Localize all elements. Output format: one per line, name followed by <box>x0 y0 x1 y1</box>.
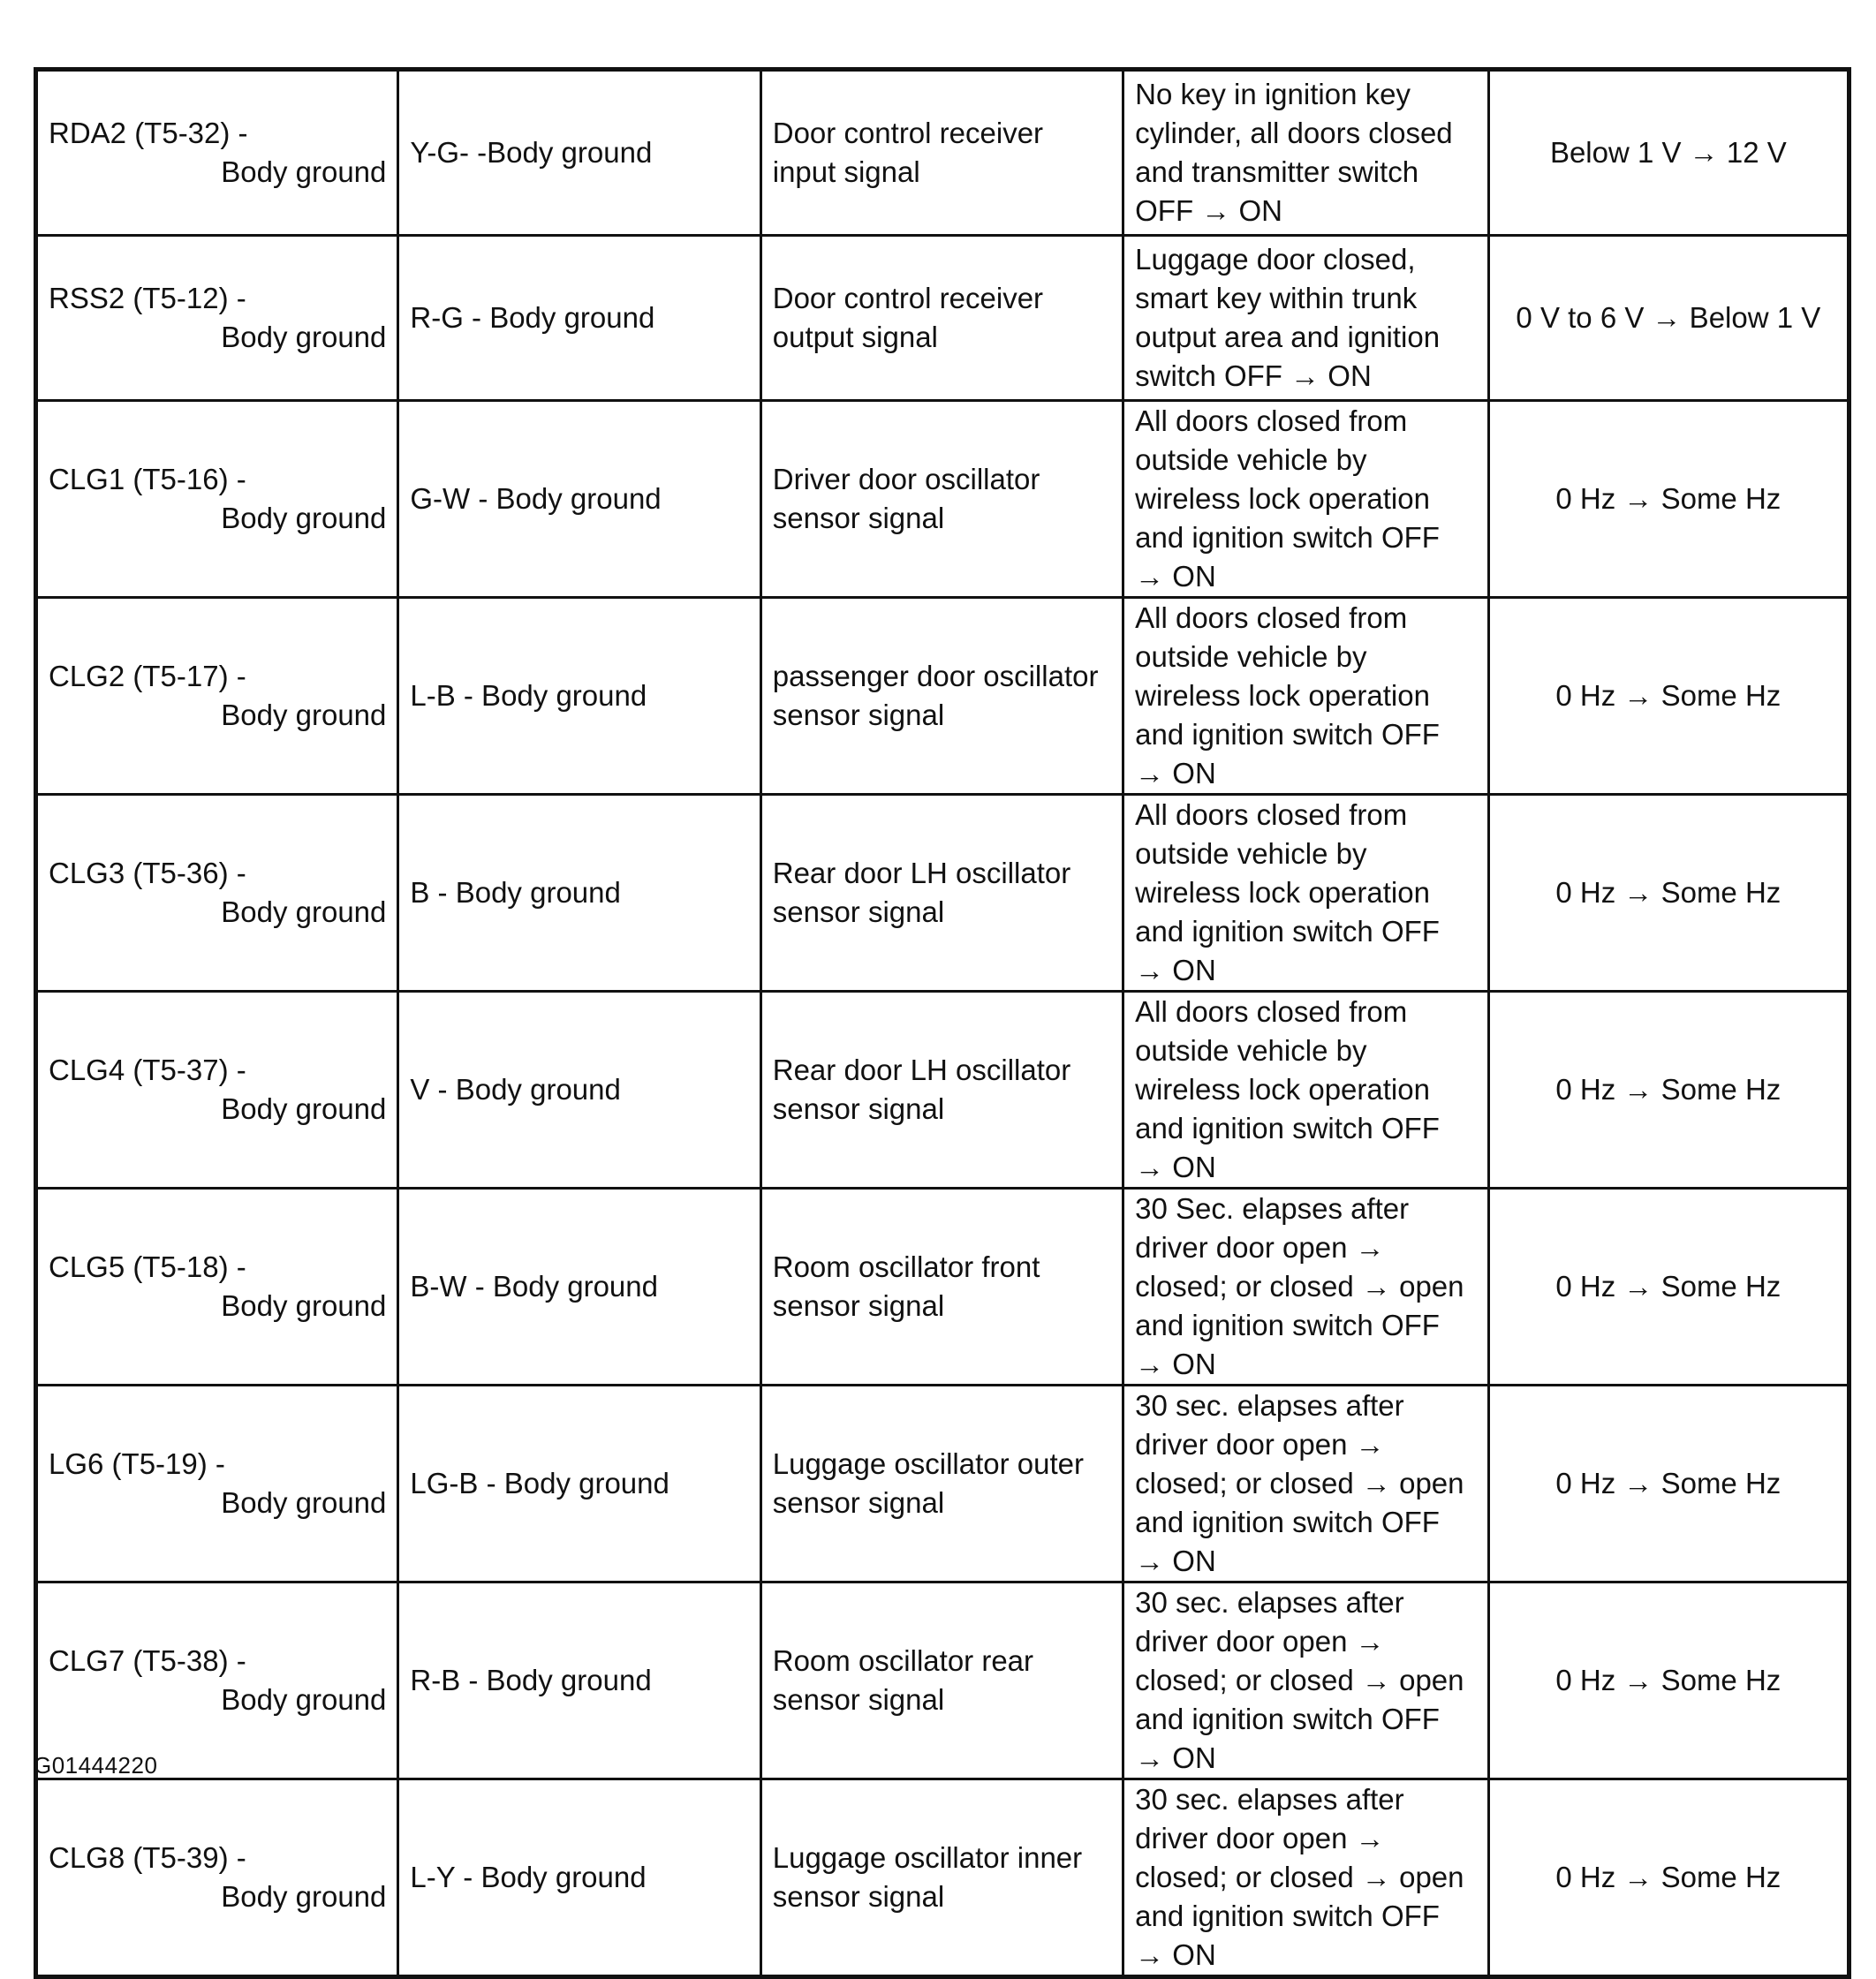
condition-cell: All doors closed from outside vehicle by wireless lock operation and ignition switch OFF → ON <box>1123 598 1489 795</box>
wiring-color-cell: V - Body ground <box>398 992 760 1189</box>
wiring-color-cell: Y-G- -Body ground <box>398 70 760 236</box>
terminal-cell <box>36 1582 398 1779</box>
wiring-color-cell: B-W - Body ground <box>398 1189 760 1386</box>
condition-cell: All doors closed from outside vehicle by wireless lock operation and ignition switch OFF → ON <box>1123 401 1489 598</box>
table-row <box>36 1386 1850 1582</box>
terminal-cell <box>36 70 398 236</box>
table-row <box>36 236 1850 401</box>
terminal-cell <box>36 1386 398 1582</box>
table-row <box>36 1582 1850 1779</box>
wiring-color-cell: L-Y - Body ground <box>398 1779 760 1977</box>
condition-cell: 30 sec. elapses after driver door open → closed; or closed → open and ignition switch OFF → ON <box>1123 1386 1489 1582</box>
description-cell: Luggage oscillator outer sensor signal <box>760 1386 1123 1582</box>
table-row <box>36 992 1850 1189</box>
description-cell: Door control receiver input signal <box>760 70 1123 236</box>
terminal-ground-label: Body ground <box>221 1289 387 1322</box>
terminal-label: CLG7 (T5-38) - <box>49 1644 246 1677</box>
specified-condition-cell: 0 Hz → Some Hz <box>1488 992 1849 1189</box>
description-cell: Driver door oscillator sensor signal <box>760 401 1123 598</box>
terminal-ground-label: Body ground <box>221 895 387 928</box>
terminal-cell <box>36 598 398 795</box>
table-row <box>36 598 1850 795</box>
terminal-cell <box>36 1189 398 1386</box>
terminal-label: CLG8 (T5-39) - <box>49 1841 246 1874</box>
table-row <box>36 401 1850 598</box>
specified-condition-cell: 0 Hz → Some Hz <box>1488 1386 1849 1582</box>
terminal-label: RSS2 (T5-12) - <box>49 282 246 314</box>
terminal-spec-table <box>34 67 1851 1979</box>
table-row <box>36 70 1850 236</box>
wiring-color-cell: B - Body ground <box>398 795 760 992</box>
wiring-color-cell: R-B - Body ground <box>398 1582 760 1779</box>
condition-cell: 30 sec. elapses after driver door open → closed; or closed → open and ignition switch OFF → ON <box>1123 1582 1489 1779</box>
condition-cell: All doors closed from outside vehicle by wireless lock operation and ignition switch OFF → ON <box>1123 992 1489 1189</box>
terminal-label: LG6 (T5-19) - <box>49 1447 225 1480</box>
wiring-color-cell: R-G - Body ground <box>398 236 760 401</box>
specified-condition-cell: 0 Hz → Some Hz <box>1488 795 1849 992</box>
terminal-label: CLG3 (T5-36) - <box>49 857 246 889</box>
terminal-label: CLG5 (T5-18) - <box>49 1250 246 1283</box>
terminal-ground-label: Body ground <box>221 502 387 534</box>
condition-cell: No key in ignition key cylinder, all doors closed and transmitter switch OFF → ON <box>1123 70 1489 236</box>
wiring-color-cell: L-B - Body ground <box>398 598 760 795</box>
terminal-cell <box>36 401 398 598</box>
description-cell: Luggage oscillator inner sensor signal <box>760 1779 1123 1977</box>
wiring-color-cell: LG-B - Body ground <box>398 1386 760 1582</box>
terminal-label: CLG4 (T5-37) - <box>49 1054 246 1086</box>
description-cell: Room oscillator rear sensor signal <box>760 1582 1123 1779</box>
specified-condition-cell: 0 Hz → Some Hz <box>1488 598 1849 795</box>
description-cell: Rear door LH oscillator sensor signal <box>760 795 1123 992</box>
terminal-ground-label: Body ground <box>221 155 387 188</box>
condition-cell: All doors closed from outside vehicle by wireless lock operation and ignition switch OFF → ON <box>1123 795 1489 992</box>
terminal-ground-label: Body ground <box>221 1683 387 1716</box>
specified-condition-cell: 0 Hz → Some Hz <box>1488 1189 1849 1386</box>
specified-condition-cell: 0 V to 6 V → Below 1 V <box>1488 236 1849 401</box>
description-cell: Rear door LH oscillator sensor signal <box>760 992 1123 1189</box>
terminal-ground-label: Body ground <box>221 1880 387 1913</box>
terminal-ground-label: Body ground <box>221 1486 387 1519</box>
terminal-cell <box>36 992 398 1189</box>
specified-condition-cell: 0 Hz → Some Hz <box>1488 1779 1849 1977</box>
terminal-cell <box>36 795 398 992</box>
terminal-label: CLG1 (T5-16) - <box>49 463 246 495</box>
table-row <box>36 1189 1850 1386</box>
condition-cell: 30 Sec. elapses after driver door open → closed; or closed → open and ignition switch OFF → ON <box>1123 1189 1489 1386</box>
condition-cell: Luggage door closed, smart key within trunk output area and ignition switch OFF → ON <box>1123 236 1489 401</box>
wiring-color-cell: G-W - Body ground <box>398 401 760 598</box>
specified-condition-cell: 0 Hz → Some Hz <box>1488 1582 1849 1779</box>
figure-id: G01444220 <box>34 1752 158 1779</box>
specified-condition-cell: 0 Hz → Some Hz <box>1488 401 1849 598</box>
terminal-cell <box>36 236 398 401</box>
terminal-ground-label: Body ground <box>221 699 387 731</box>
terminal-label: CLG2 (T5-17) - <box>49 660 246 692</box>
terminal-label: RDA2 (T5-32) - <box>49 117 248 149</box>
terminal-ground-label: Body ground <box>221 1092 387 1125</box>
description-cell: Room oscillator front sensor signal <box>760 1189 1123 1386</box>
terminal-cell <box>36 1779 398 1977</box>
description-cell: passenger door oscillator sensor signal <box>760 598 1123 795</box>
specified-condition-cell: Below 1 V → 12 V <box>1488 70 1849 236</box>
table-row <box>36 795 1850 992</box>
table-row <box>36 1779 1850 1977</box>
description-cell: Door control receiver output signal <box>760 236 1123 401</box>
condition-cell: 30 sec. elapses after driver door open → closed; or closed → open and ignition switch OFF → ON <box>1123 1779 1489 1977</box>
terminal-ground-label: Body ground <box>221 321 387 353</box>
